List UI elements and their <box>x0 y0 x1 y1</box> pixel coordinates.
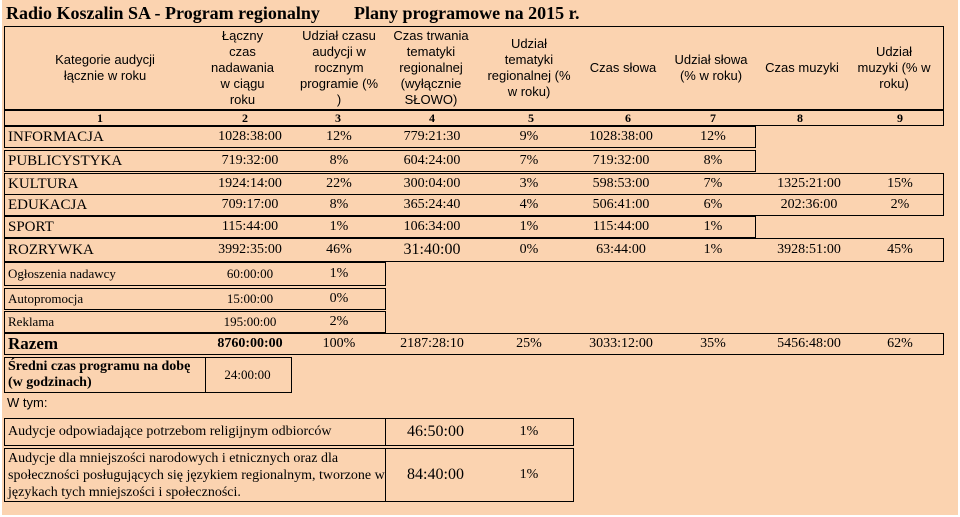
cell-total-time: 60:00:00 <box>226 266 274 281</box>
special-row <box>4 418 574 446</box>
cell-music-share: 45% <box>887 242 913 257</box>
header-total-time: Łączny czas nadawania w ciągu roku <box>211 28 274 107</box>
cell-total-time: 719:32:00 <box>221 153 279 168</box>
average-label <box>8 359 204 393</box>
cell-speech-time: 598:53:00 <box>592 176 650 191</box>
table-row <box>4 311 386 333</box>
table-row <box>4 238 944 262</box>
table-row <box>4 216 756 238</box>
total-row <box>4 333 944 355</box>
average-value: 24:00:00 <box>205 358 289 392</box>
header-speech-share: Udział słowa (% w roku) <box>674 52 748 83</box>
row-label: PUBLICYSTYKA <box>8 152 123 169</box>
blank-area <box>582 0 958 24</box>
row-label: SPORT <box>8 218 54 235</box>
cell-regional-share: 1% <box>519 219 539 234</box>
cell-regional-time: 604:24:00 <box>403 153 461 168</box>
col-num-9: 9 <box>897 110 903 125</box>
cell-speech-share: 12% <box>700 129 726 144</box>
row-label: INFORMACJA <box>8 128 104 145</box>
column-numbers-row <box>4 110 944 126</box>
col-num-2: 2 <box>242 110 248 125</box>
total-music-share: 62% <box>887 336 913 351</box>
total-label: Razem <box>8 334 59 353</box>
cell-time-share: 2% <box>329 314 349 329</box>
title-left: Radio Koszalin SA - Program regionalny <box>6 3 320 23</box>
cell-regional-share: 4% <box>519 197 539 212</box>
row-label: ROZRYWKA <box>8 241 94 258</box>
col-num-3: 3 <box>335 110 341 125</box>
cell-total-time: 3992:35:00 <box>218 242 282 257</box>
cell-speech-share: 1% <box>703 242 723 257</box>
header-speech-time: Czas słowa <box>589 60 657 75</box>
title-right: Plany programowe na 2015 r. <box>354 3 580 23</box>
cell-total-time: 709:17:00 <box>221 197 279 212</box>
total-music-time: 5456:48:00 <box>777 336 841 351</box>
col-num-7: 7 <box>710 110 716 125</box>
cell-music-share: 15% <box>887 176 913 191</box>
special-time: 46:50:00 <box>385 419 485 445</box>
header-regional-time: Czas trwania tematyki regionalnej (wyłącznie SŁOWO) <box>393 28 469 107</box>
cell-time-share: 12% <box>326 129 352 144</box>
col-num-8: 8 <box>797 110 803 125</box>
cell-speech-time: 1028:38:00 <box>589 129 653 144</box>
average-row <box>4 357 292 393</box>
table-row <box>4 126 756 148</box>
header-music-share: Udział muzyki (% w roku) <box>857 44 931 91</box>
cell-regional-share: 9% <box>519 129 539 144</box>
row-label: Reklama <box>8 314 55 329</box>
col-num-4: 4 <box>429 110 435 125</box>
header-time-share: Udział czasu audycji w rocznym programie (% ) <box>299 28 379 107</box>
col-num-1: 1 <box>97 110 103 125</box>
header-regional-share: Udział tematyki regionalnej (% w roku) <box>487 36 571 99</box>
total-share: 100% <box>322 336 356 351</box>
w-tym-label: W tym: <box>7 395 48 410</box>
cell-time-share: 1% <box>329 219 349 234</box>
cell-time-share: 8% <box>329 153 349 168</box>
total-time: 8760:00:00 <box>217 336 283 351</box>
cell-speech-time: 115:44:00 <box>592 219 650 234</box>
row-label: KULTURA <box>8 175 79 192</box>
col-num-5: 5 <box>528 110 534 125</box>
cell-time-share: 0% <box>329 291 349 306</box>
table-row <box>4 194 944 216</box>
header-row <box>4 26 944 110</box>
cell-regional-time: 300:04:00 <box>403 176 461 191</box>
cell-speech-share: 8% <box>703 153 723 168</box>
average-label-line1: Średni czas programu na dobę <box>8 359 191 374</box>
cell-speech-time: 506:41:00 <box>592 197 650 212</box>
cell-music-time: 3928:51:00 <box>777 242 841 257</box>
table-row <box>4 173 944 195</box>
cell-time-share: 8% <box>329 197 349 212</box>
cell-speech-time: 719:32:00 <box>592 153 650 168</box>
row-label: Autopromocja <box>8 291 84 306</box>
cell-time-share: 46% <box>326 242 352 257</box>
average-label-line2: (w godzinach) <box>8 375 92 390</box>
special-label: Audycje dla mniejszości narodowych i etnicznych oraz dla społeczności posługujących się językiem regionalnym, tworzone w językach tych mniejszości i społeczności. <box>8 450 385 500</box>
cell-total-time: 1924:14:00 <box>218 176 282 191</box>
special-time: 84:40:00 <box>385 449 485 501</box>
row-label: EDUKACJA <box>8 196 88 213</box>
table-row <box>4 288 386 310</box>
cell-regional-time: 779:21:30 <box>403 129 461 144</box>
special-share: 1% <box>519 424 539 439</box>
col-num-6: 6 <box>625 110 631 125</box>
cell-speech-time: 63:44:00 <box>596 242 646 257</box>
total-speech-time: 3033:12:00 <box>589 336 653 351</box>
cell-regional-share: 7% <box>519 153 539 168</box>
cell-total-time: 15:00:00 <box>226 291 274 306</box>
total-speech-share: 35% <box>700 336 726 351</box>
cell-total-time: 1028:38:00 <box>218 129 282 144</box>
cell-total-time: 195:00:00 <box>223 314 277 329</box>
special-share: 1% <box>519 467 539 482</box>
title-bar <box>2 0 582 24</box>
cell-regional-time: 31:40:00 <box>403 241 461 258</box>
total-regional-share: 25% <box>516 336 542 351</box>
cell-regional-share: 3% <box>519 176 539 191</box>
special-label: Audycje odpowiadające potrzebom religijnym odbiorców <box>8 424 332 439</box>
cell-music-share: 2% <box>890 197 910 212</box>
cell-total-time: 115:44:00 <box>221 219 279 234</box>
table-row <box>4 262 386 286</box>
header-music-time: Czas muzyki <box>765 60 839 75</box>
cell-speech-share: 6% <box>703 197 723 212</box>
row-label: Ogłoszenia nadawcy <box>8 266 116 281</box>
special-row <box>4 448 574 502</box>
cell-speech-share: 1% <box>703 219 723 234</box>
cell-speech-share: 7% <box>703 176 723 191</box>
spreadsheet <box>2 0 958 515</box>
cell-time-share: 1% <box>329 266 349 281</box>
cell-music-time: 1325:21:00 <box>777 176 841 191</box>
header-category: Kategorie audycji łącznie w roku <box>55 52 155 83</box>
cell-regional-time: 365:24:40 <box>403 197 461 212</box>
table-row <box>4 150 756 172</box>
total-regional-time: 2187:28:10 <box>400 336 464 351</box>
cell-regional-share: 0% <box>519 242 539 257</box>
cell-time-share: 22% <box>326 176 352 191</box>
cell-regional-time: 106:34:00 <box>403 219 461 234</box>
cell-music-time: 202:36:00 <box>780 197 838 212</box>
